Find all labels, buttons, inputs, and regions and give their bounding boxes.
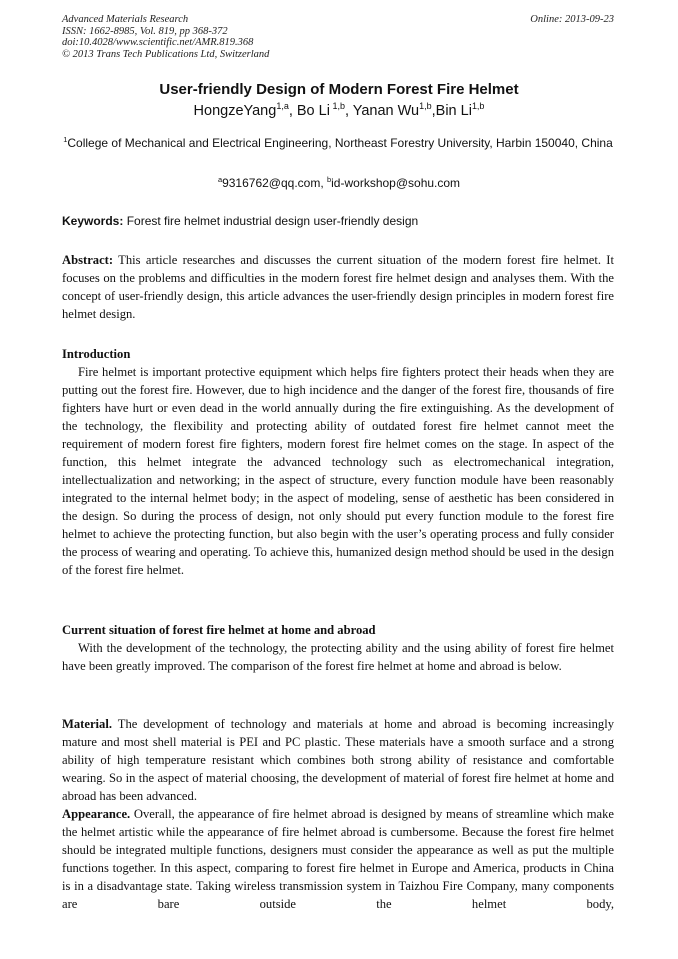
author-separator: , (344, 103, 353, 119)
author-affil-mark: 1,a (276, 101, 289, 112)
appearance-label: Appearance. (62, 807, 131, 821)
abstract-text: This article researches and discusses the current situation of the modern forest fire helmet. It focuses on the problems and difficulties in the modern forest fire helmet design and analyses them. With the concept of user-friendly design, this article advances the user-friendly design principles in modern forest fire helmet design. (62, 253, 614, 321)
affiliation-mark: 1 (63, 135, 68, 144)
introduction-paragraph: Fire helmet is important protective equipment which helps fire fighters protect their heads when they are putting out the forest fire. However, due to high incidence and the danger of the forest fire, thousands of fire fighters have hurt or even dead in the world annually during the fire extinguishing. As the development of the technology, the flexibility and protecting ability of outdated forest fire helmet cannot meet the requirement of modern forest fire fighters, modern forest fire helmet comes on the stage. In aspect of the function, this helmet integrate the advanced technology such as electromechanical integration, intellectualization and networking; in the aspect of structure, every function module have been reasonably integrated to the internal helmet body; in the aspect of modeling, sense of aesthetic has been considered in the design. So during the process of design, not only should put every function module to the forest fire helmet to achieve the protecting function, but also begin with the user’s operating process and fully consider the process of wearing and operating. To achieve this, humanized design method should be used in the design of the forest fire helmet. (62, 365, 614, 577)
author-separator: , (288, 103, 297, 119)
author-separator: , (431, 103, 436, 119)
journal-name: Advanced Materials Research (62, 14, 189, 25)
abstract (62, 251, 614, 323)
appearance-paragraph (62, 805, 614, 913)
author-emails (0, 176, 678, 190)
email-a: 9316762@qq.com, (222, 176, 327, 190)
affiliation-text: College of Mechanical and Electrical Engineering, Northeast Forestry University, Harbin 150040, China (67, 136, 613, 150)
current-situation-section (62, 621, 614, 675)
author-name: Bo Li (296, 103, 330, 119)
journal-issn: ISSN: 1662-8985, Vol. 819, pp 368-372 (62, 25, 228, 37)
author-list (0, 103, 678, 119)
paper-title: User-friendly Design of Modern Forest Fire Helmet (159, 81, 519, 98)
appearance-text: Overall, the appearance of fire helmet abroad is designed by means of streamline which make the helmet artistic while the appearance of fire helmet abroad is cumbersome. Because the forest fire helmet should be integrated multiple functions, designers must consider the appearance as well as put the multiple functions together. In this aspect, comparing to forest fire helmet in Europe and America, products in China is in a disadvantage state. Taking wireless transmission system in Taizhou Fire Company, many components are bare outside the helmet body, (62, 807, 614, 911)
author-name: Bin Li (435, 103, 472, 119)
author-affil-mark: 1,b (471, 101, 485, 112)
material-text: The development of technology and materials at home and abroad is becoming increasingly mature and most shell material is PEI and PC plastic. These materials have a smooth surface and a strong ability of high temperature resistant which combines both strong ability of resistance and comfortable wearing. So in the aspect of material choosing, the development of material of forest fire helmet at home and abroad has been advanced. (62, 717, 614, 803)
author-affil-mark: 1,b (419, 101, 432, 112)
material-label: Material. (62, 717, 112, 731)
keywords (62, 214, 614, 228)
affiliation (62, 134, 614, 152)
keywords-label: Keywords: (62, 214, 124, 228)
journal-header (62, 14, 614, 60)
current-situation-paragraph: With the development of the technology, the protecting ability and the using ability of forest fire helmet have been greatly improved. The comparison of the forest fire helmet at home and abroad is below. (62, 641, 614, 673)
current-situation-heading: Current situation of forest fire helmet at home and abroad (62, 623, 376, 637)
material-paragraph (62, 715, 614, 805)
author-name: Yanan Wu (352, 103, 420, 119)
keywords-text: Forest fire helmet industrial design user-friendly design (123, 214, 419, 228)
abstract-label: Abstract: (62, 253, 114, 267)
introduction-heading: Introduction (62, 347, 131, 361)
email-mark-b: b (327, 175, 332, 184)
author-affil-mark: 1,b (329, 101, 345, 112)
online-date: Online: 2013-09-23 (530, 14, 614, 25)
journal-doi: doi:10.4028/www.scientific.net/AMR.819.368 (62, 37, 254, 49)
author-name: HongzeYang (193, 103, 277, 119)
journal-copyright: © 2013 Trans Tech Publications Ltd, Switzerland (62, 48, 270, 60)
email-mark-a: a (217, 175, 223, 184)
introduction-section (62, 345, 614, 579)
email-b: id-workshop@sohu.com (331, 176, 461, 190)
